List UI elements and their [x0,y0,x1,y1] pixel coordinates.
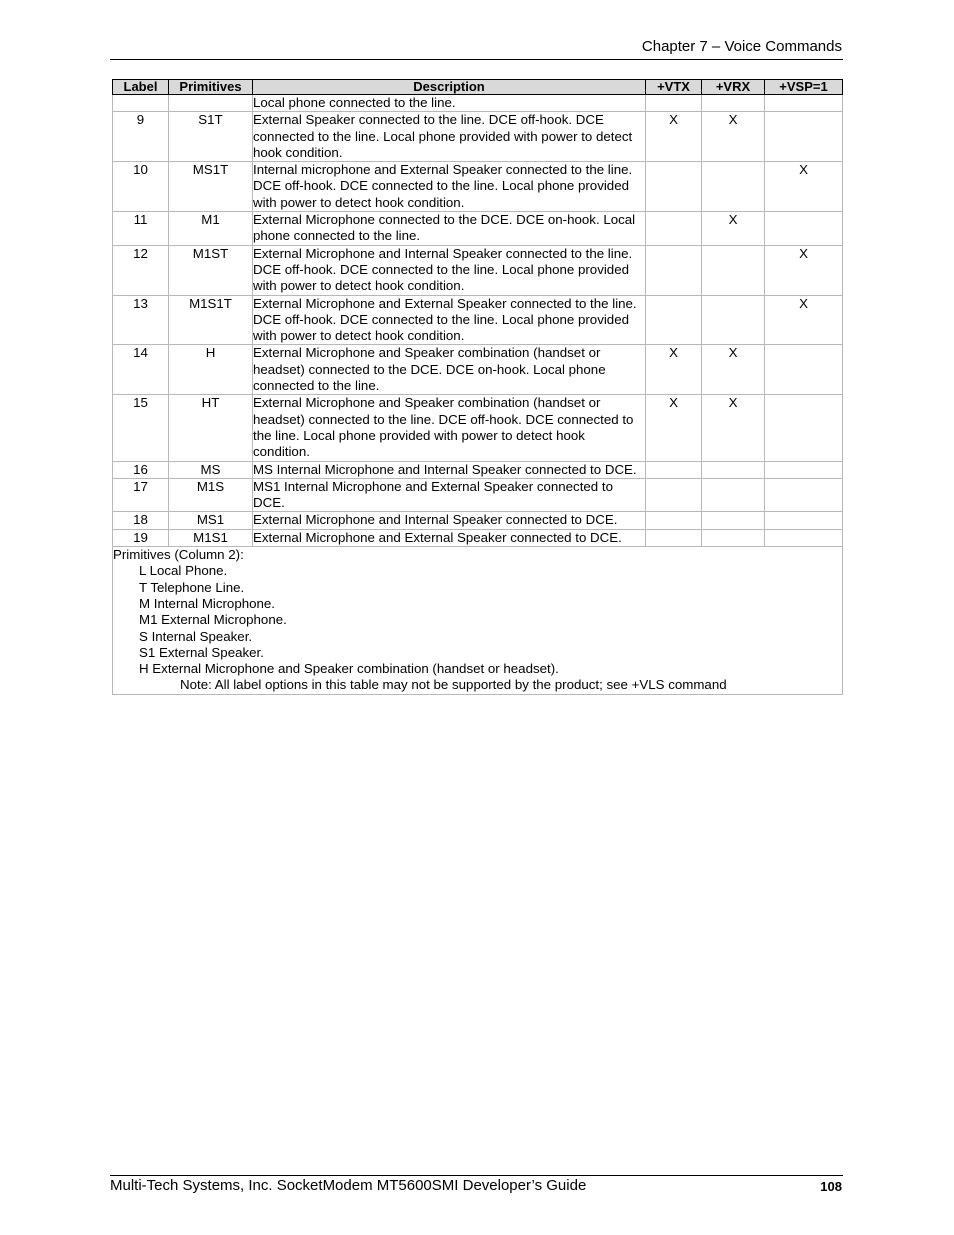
vtx-cell [646,245,702,295]
footer-title: Multi-Tech Systems, Inc. SocketModem MT5600SMI Developer’s Guide [110,1177,587,1194]
description-cell: Internal microphone and External Speaker connected to the line. DCE off-hook. DCE connected to the line. Local phone provided with power to detect hook condition. [253,162,646,212]
vtx-cell [646,512,702,529]
primitives-legend [113,547,843,695]
label-cell: 10 [113,162,169,212]
description-cell: External Microphone connected to the DCE. DCE on-hook. Local phone connected to the line. [253,212,646,246]
vrx-cell [702,461,765,478]
primitives-cell: H [169,345,253,395]
table-row [113,295,843,345]
legend-item: M Internal Microphone. [139,595,275,611]
primitives-cell: MS1T [169,162,253,212]
vsp-cell [765,478,843,512]
table-row [113,162,843,212]
vtx-cell [646,478,702,512]
primitives-cell: MS [169,461,253,478]
column-header-vrx: +VRX [702,80,765,95]
vsp-cell [765,95,843,112]
vtx-cell: X [646,395,702,461]
vtx-cell [646,162,702,212]
label-cell: 16 [113,461,169,478]
vrx-cell [702,95,765,112]
description-cell: External Microphone and Internal Speaker connected to the line. DCE off-hook. DCE connected to the line. Local phone provided with power to detect hook condition. [253,245,646,295]
column-header-vtx: +VTX [646,80,702,95]
primitives-cell [169,95,253,112]
description-cell: External Microphone and Speaker combination (handset or headset) connected to the DCE. DCE on-hook. Local phone connected to the line. [253,345,646,395]
table-row [113,112,843,162]
vrx-cell: X [702,112,765,162]
primitives-cell: MS1 [169,512,253,529]
vrx-cell [702,162,765,212]
vrx-cell [702,295,765,345]
description-cell: External Speaker connected to the line. DCE off-hook. DCE connected to the line. Local phone provided with power to detect hook condition. [253,112,646,162]
footer-divider [110,1175,843,1176]
label-cell: 9 [113,112,169,162]
page-number: 108 [820,1179,842,1194]
vsp-cell [765,395,843,461]
table-row [113,478,843,512]
legend-title: Primitives (Column 2): [113,547,244,563]
table-header-row [113,80,843,95]
legend-item: S Internal Speaker. [139,628,253,644]
vrx-cell [702,512,765,529]
primitives-cell: M1S1 [169,529,253,546]
chapter-heading: Chapter 7 – Voice Commands [641,38,842,55]
vsp-cell [765,345,843,395]
description-cell: External Microphone and Speaker combination (handset or headset) connected to the line. DCE off-hook. DCE connected to the line. Local phone provided with power to detect hook condition. [253,395,646,461]
vtx-cell [646,212,702,246]
vtx-cell [646,295,702,345]
label-cell: 17 [113,478,169,512]
vrx-cell [702,529,765,546]
primitives-cell: M1S1T [169,295,253,345]
vsp-cell [765,512,843,529]
vsp-cell: X [765,295,843,345]
table-row [113,345,843,395]
legend-item: H External Microphone and Speaker combination (handset or headset). [139,661,559,677]
vrx-cell: X [702,345,765,395]
table-row [113,395,843,461]
table-row [113,512,843,529]
legend-item: T Telephone Line. [139,579,245,595]
legend-item: M1 External Microphone. [139,612,287,628]
vtx-cell: X [646,112,702,162]
legend-item: S1 External Speaker. [139,644,264,660]
table-row [113,245,843,295]
vtx-cell: X [646,345,702,395]
vsp-cell: X [765,245,843,295]
voice-label-table [112,79,843,695]
vtx-cell [646,461,702,478]
primitives-cell: HT [169,395,253,461]
legend-item: L Local Phone. [139,563,228,579]
primitives-cell: M1ST [169,245,253,295]
table-row [113,529,843,546]
vsp-cell [765,112,843,162]
vsp-cell [765,212,843,246]
column-header-label: Label [113,80,169,95]
vrx-cell: X [702,395,765,461]
label-cell: 11 [113,212,169,246]
table-row [113,461,843,478]
primitives-cell: M1S [169,478,253,512]
vsp-cell [765,461,843,478]
table-row [113,212,843,246]
header-divider [110,59,843,60]
legend-note: Note: All label options in this table may not be supported by the product; see +VLS command [180,677,727,693]
vsp-cell: X [765,162,843,212]
column-header-primitives: Primitives [169,80,253,95]
label-cell [113,95,169,112]
primitives-cell: S1T [169,112,253,162]
vtx-cell [646,529,702,546]
label-cell: 15 [113,395,169,461]
label-cell: 13 [113,295,169,345]
description-cell: MS Internal Microphone and Internal Speaker connected to DCE. [253,461,646,478]
description-cell: MS1 Internal Microphone and External Speaker connected to DCE. [253,478,646,512]
column-header-description: Description [253,80,646,95]
table-row [113,95,843,112]
description-cell: External Microphone and Internal Speaker connected to DCE. [253,512,646,529]
vsp-cell [765,529,843,546]
label-cell: 12 [113,245,169,295]
vtx-cell [646,95,702,112]
vrx-cell: X [702,212,765,246]
primitives-cell: M1 [169,212,253,246]
vrx-cell [702,245,765,295]
description-cell: Local phone connected to the line. [253,95,646,112]
description-cell: External Microphone and External Speaker connected to the line. DCE off-hook. DCE connected to the line. Local phone provided with power to detect hook condition. [253,295,646,345]
label-cell: 14 [113,345,169,395]
column-header-vsp: +VSP=1 [765,80,843,95]
description-cell: External Microphone and External Speaker connected to DCE. [253,529,646,546]
label-cell: 19 [113,529,169,546]
label-cell: 18 [113,512,169,529]
legend-row [113,547,843,695]
vrx-cell [702,478,765,512]
